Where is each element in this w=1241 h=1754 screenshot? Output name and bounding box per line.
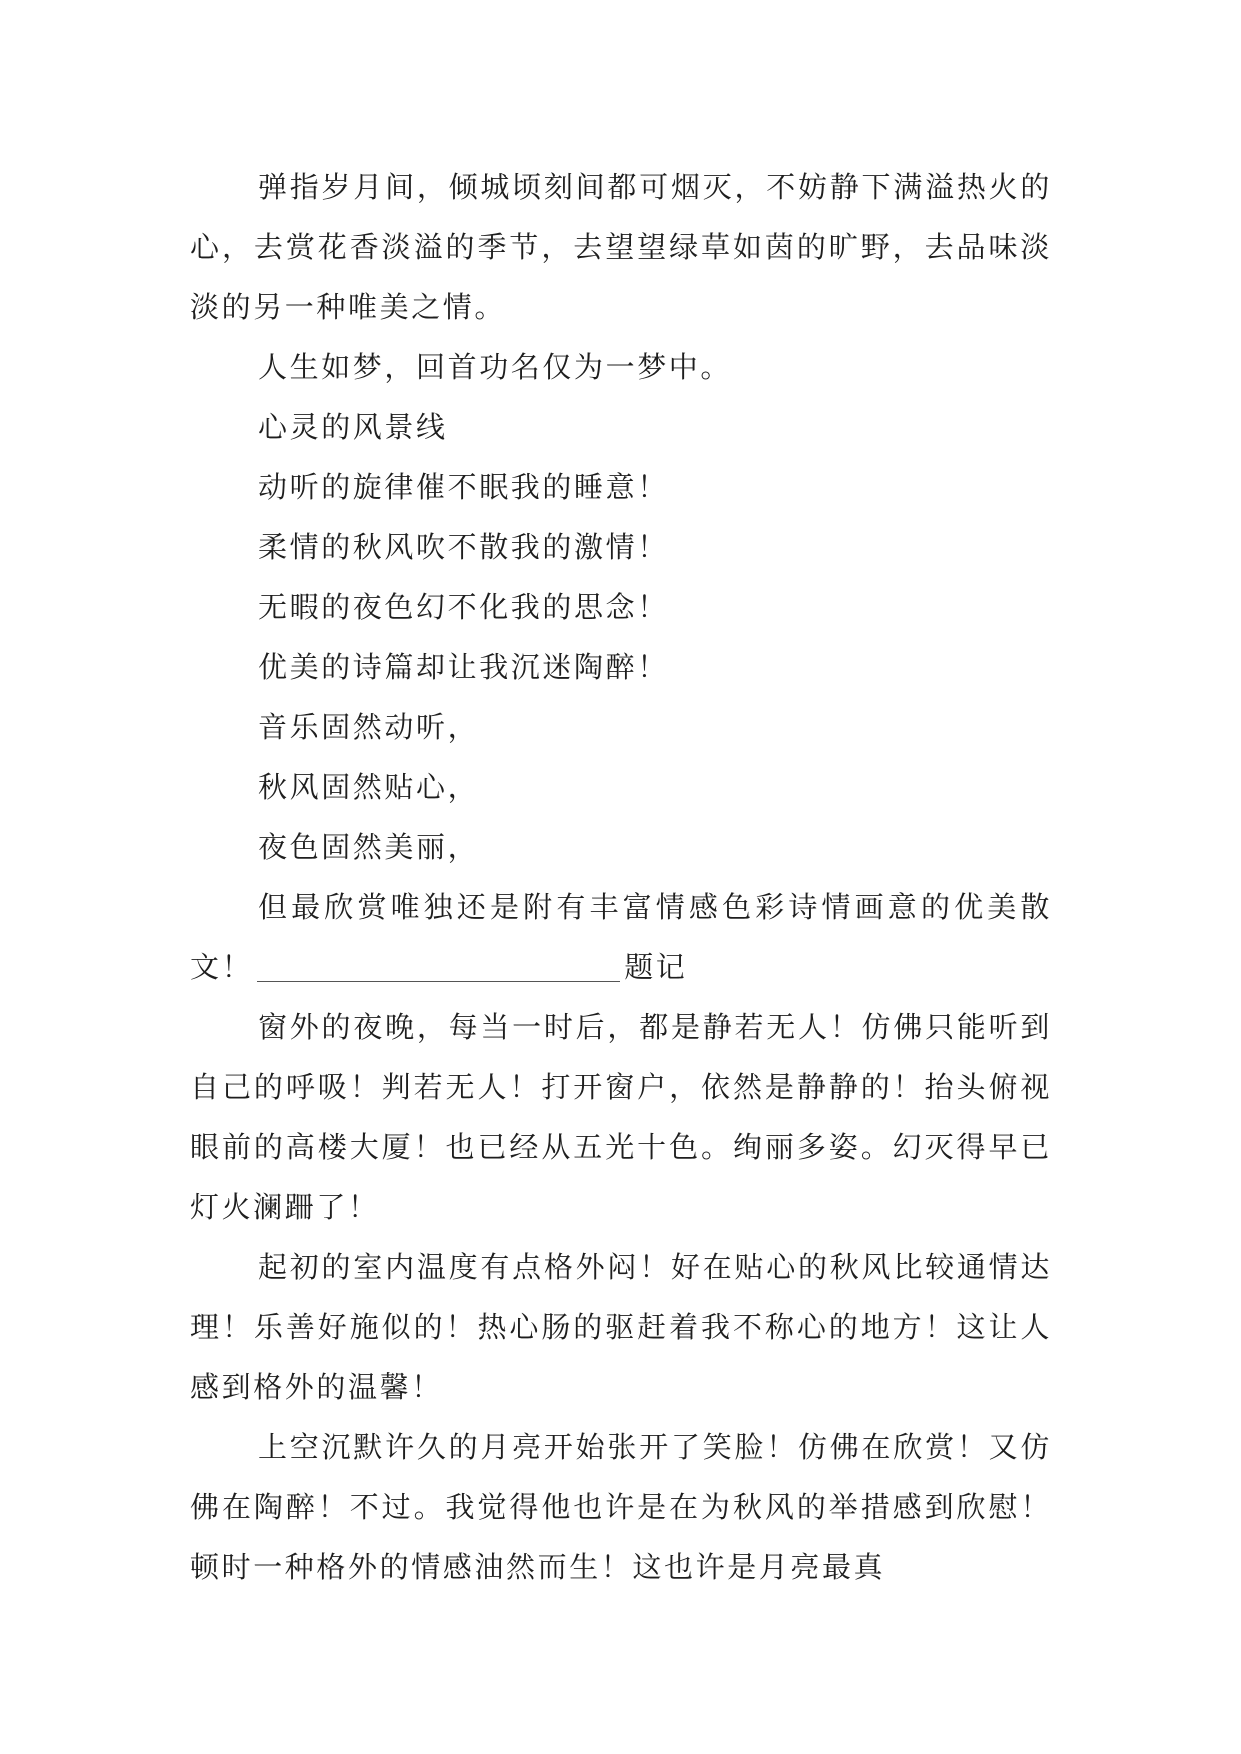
poem-line-1: 动听的旋律催不眠我的睡意！ <box>258 470 669 504</box>
paragraph-moon: 上空沉默许久的月亮开始张开了笑脸！仿佛在欣赏！又仿佛在陶醉！不过。我觉得他也许是在为秋风的举措感到欣慰！顿时一种格外的情感油然而生！这也许是月亮最真 <box>190 1430 1052 1584</box>
article-body <box>190 157 1052 1597</box>
paragraph-room: 起初的室内温度有点格外闷！好在贴心的秋风比较通情达理！乐善好施似的！热心肠的驱赶着我不称心的地方！这让人感到格外的温馨！ <box>190 1250 1052 1404</box>
epigraph-suffix: 题记 <box>624 950 688 984</box>
poem-line-5: 音乐固然动听， <box>258 710 480 744</box>
paragraph-intro: 弹指岁月间，倾城顷刻间都可烟灭，不妨静下满溢热火的心，去赏花香淡溢的季节，去望望绿草如茵的旷野，去品味淡淡的另一种唯美之情。 <box>190 170 1052 324</box>
paragraph-life-dream: 人生如梦，回首功名仅为一梦中。 <box>258 350 733 384</box>
paragraph-night: 窗外的夜晚，每当一时后，都是静若无人！仿佛只能听到自己的呼吸！判若无人！打开窗户，依然是静静的！抬头俯视眼前的高楼大厦！也已经从五光十色。绚丽多姿。幻灭得早已灯火澜跚了！ <box>190 1010 1052 1224</box>
epigraph-text: 但最欣赏唯独还是附有丰富情感色彩诗情画意的优美散文！ <box>190 890 1052 984</box>
poem-line-7: 夜色固然美丽， <box>258 830 480 864</box>
poem-line-6: 秋风固然贴心， <box>258 770 480 804</box>
poem-line-4: 优美的诗篇却让我沉迷陶醉！ <box>258 650 669 684</box>
paragraph-title-line: 心灵的风景线 <box>258 410 448 444</box>
poem-line-2: 柔情的秋风吹不散我的激情！ <box>258 530 669 564</box>
poem-line-3: 无暇的夜色幻不化我的思念！ <box>258 590 669 624</box>
paragraph-epigraph <box>190 877 1052 997</box>
blank-underline <box>257 952 620 982</box>
